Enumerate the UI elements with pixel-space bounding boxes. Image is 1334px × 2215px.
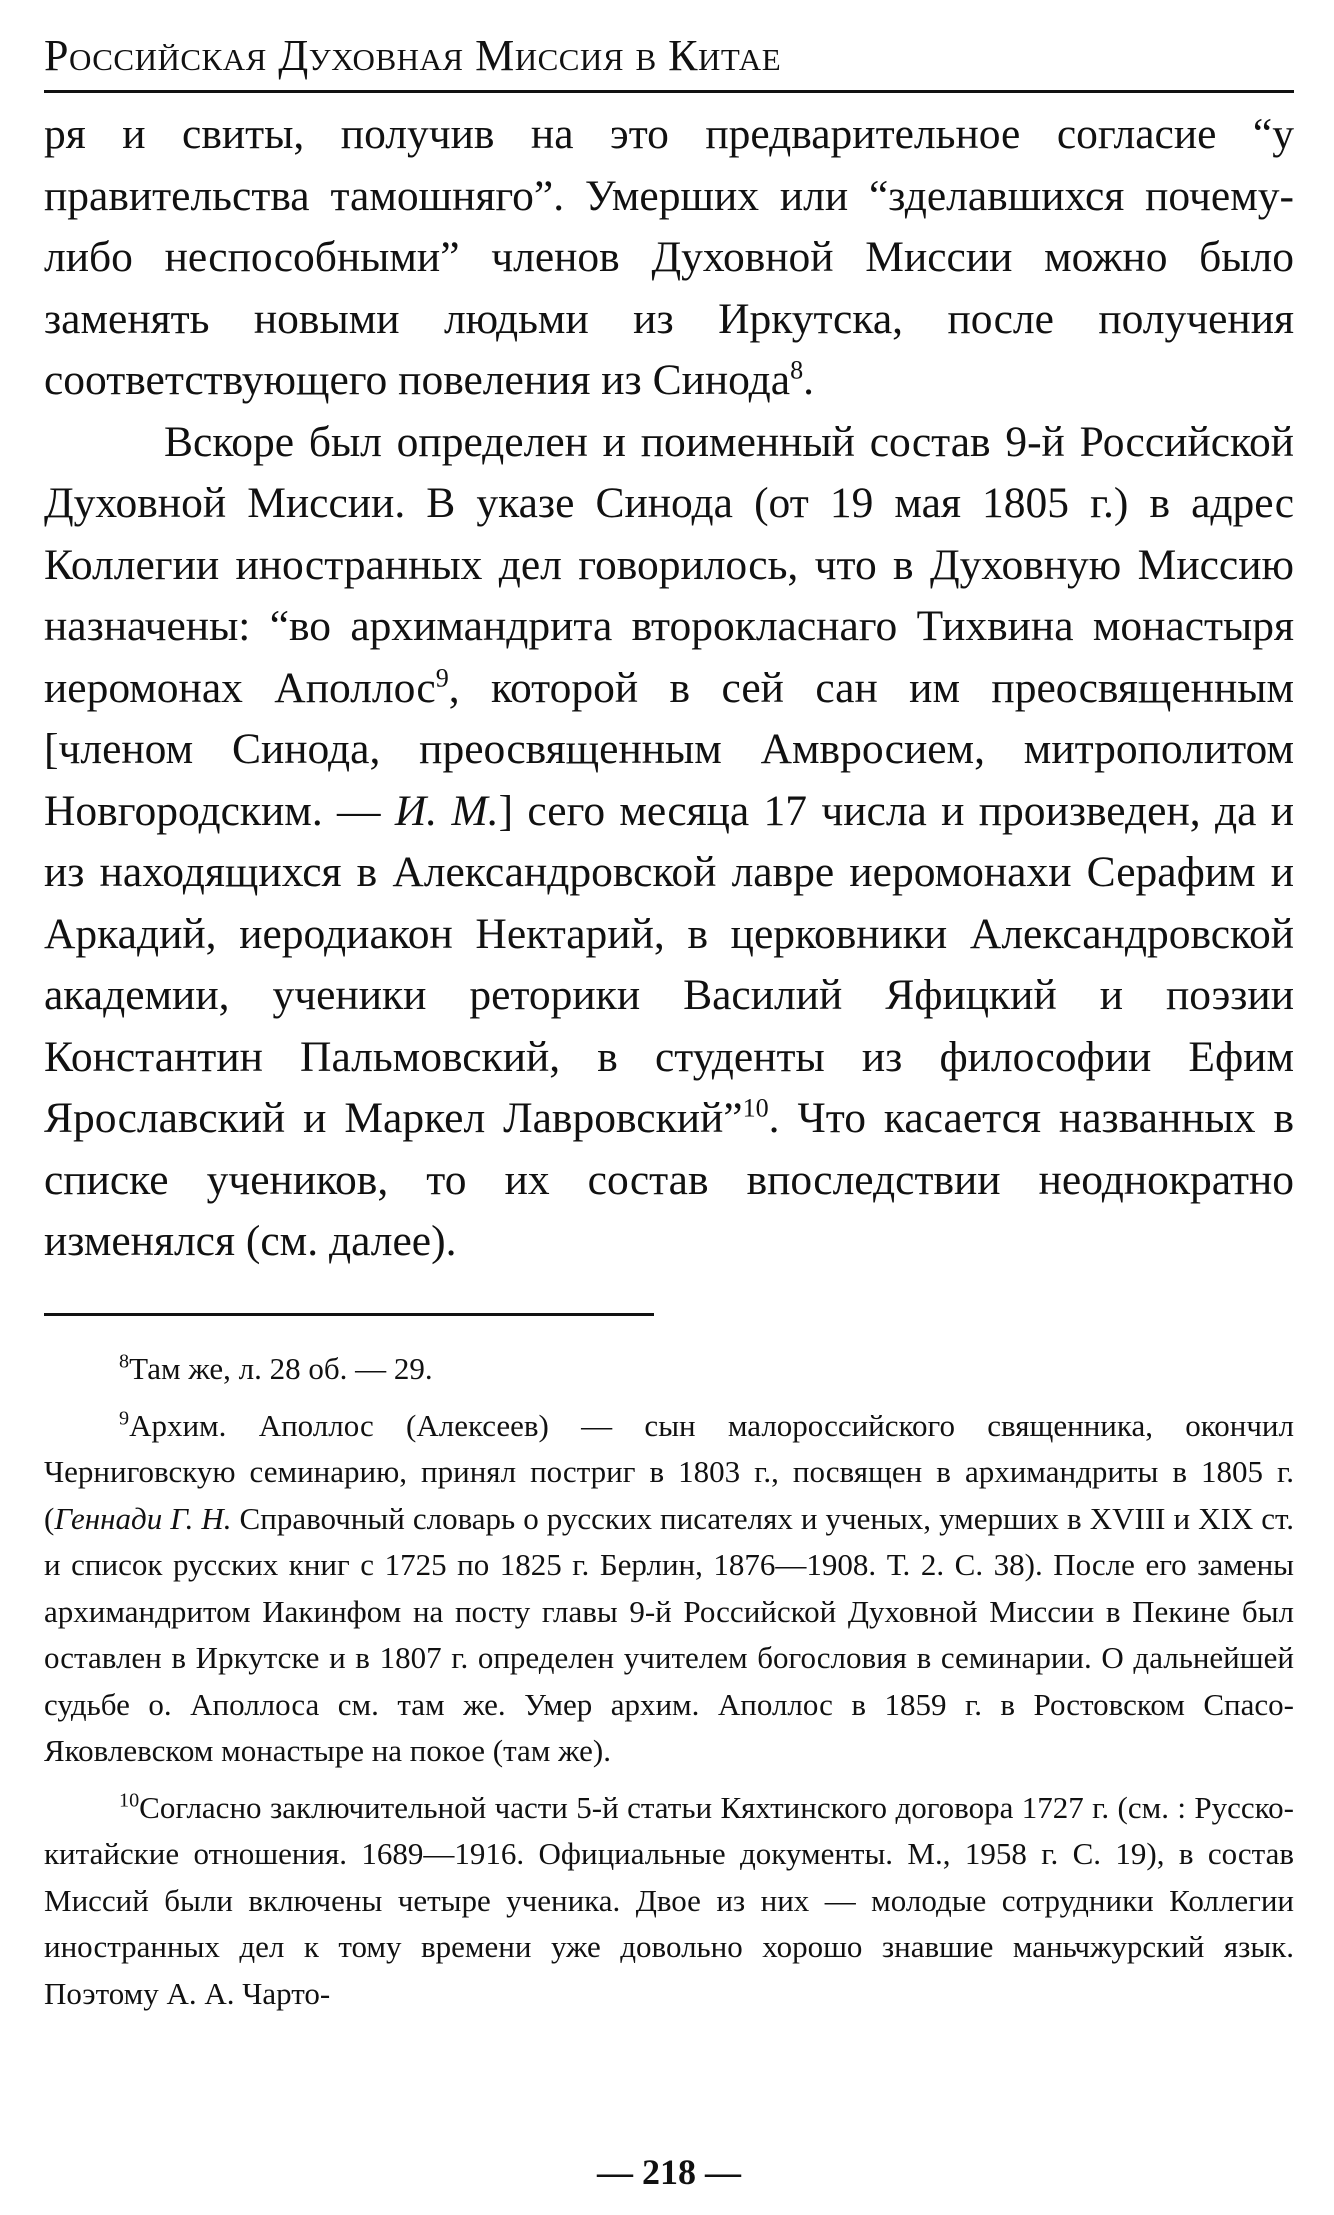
book-page xyxy=(44,0,1294,2215)
footnote-9-text-a: Архим. Аполлос (Алексеев) — сын малороссийского священника, окончил Черниговскую семинарию, принял постриг в 1803 г., посвящен в архимандриты в 1805 г. ( xyxy=(44,1407,1294,1536)
paragraph-2 xyxy=(44,412,1294,1273)
paragraph-2-text-a: Вскоре был определен и поименный состав 9-й Российской Духовной Миссии. В указе Синода (от 19 мая 1805 г.) в адрес Коллегии иностранных дел говорилось, что в Духовную Миссию назначены: “во архимандрита второкласнаго Тихвина монастыря иеромонах Аполлос xyxy=(44,417,1294,712)
footnote-ref-8: 8 xyxy=(790,355,804,385)
running-header: Российская Духовная Миссия в Китае xyxy=(44,31,782,80)
footnote-separator xyxy=(44,1313,654,1316)
footnote-10-text: Согласно заключительной части 5-й статьи Кяхтинского договора 1727 г. (см. : Русско-китайские отношения. 1689—1916. Официальные документы. М., 1958 г. С. 19), в состав Миссий были включены четыре ученика. Двое из них — молодые сотрудники Коллегии иностранных дел к тому времени уже довольно хорошо знавшие маньчжурский язык. Поэтому А. А. Чарто- xyxy=(44,1789,1294,2011)
paragraph-2-text-d: . Что касается названных в списке учеников, то их состав впоследствии неоднократно изменялся (см. далее). xyxy=(44,1094,1295,1265)
footnote-10 xyxy=(44,1785,1294,2018)
footnote-9 xyxy=(44,1403,1294,1775)
paragraph-2-text-c: ] сего месяца 17 числа и произведен, да и из находящихся в Александровской лавре иеромонахи Серафим и Аркадий, иеродиакон Нектарий, в церковники Александровской академии, ученики реторики Василий Яфицкий и поэзии Константин Пальмовский, в студенты из философии Ефим Ярославский и Маркел Лавровский” xyxy=(44,786,1295,1142)
footnote-8 xyxy=(44,1346,1294,1393)
footnote-ref-10: 10 xyxy=(742,1093,769,1123)
footnote-ref-9: 9 xyxy=(435,663,449,692)
paragraph-1 xyxy=(44,104,1294,412)
footnote-9-text-b: Справочный словарь о русских писателях и ученых, умерших в XVIII и XIX ст. и список русских книг с 1725 по 1825 г. Берлин, 1876—1908. Т. 2. С. 38). После его замены архимандритом Иакинфом на посту главы 9-й Российской Духовной Миссии в Пекине был оставлен в Иркутске и в 1807 г. определен учителем богословия в семинарии. О дальнейшей судьбе о. Аполлоса см. там же. Умер архим. Аполлос в 1859 г. в Ростовском Спасо-Яковлевском монастыре на покое (там же). xyxy=(44,1500,1294,1768)
footnote-9-author: Геннади Г. Н. xyxy=(54,1500,232,1536)
footnotes xyxy=(44,1346,1294,2027)
paragraph-1-text-b: . xyxy=(803,356,815,404)
main-text xyxy=(44,104,1294,1273)
paragraph-2-text-b: , которой в сей сан им преосвященным [членом Синода, преосвященным Амвросием, митрополитом Новгородским. — xyxy=(44,663,1294,835)
header-rule xyxy=(44,90,1294,93)
footnote-8-text: Там же, л. 28 об. — 29. xyxy=(129,1351,433,1386)
editor-initials: И. М. xyxy=(394,786,499,835)
footnote-9-number: 9 xyxy=(119,1407,130,1430)
footnote-8-number: 8 xyxy=(119,1350,130,1373)
footnote-10-number: 10 xyxy=(119,1789,140,1812)
paragraph-1-text-a: ря и свиты, получив на это предварительное согласие “у правительства тамошняго”. Умерших или “зделавшихся почему-либо неспособными” членов Духовной Миссии можно было заменять новыми людьми из Иркутска, после получения соответствующего повеления из Синода xyxy=(44,110,1294,404)
page-number: — 218 — xyxy=(597,2152,741,2192)
